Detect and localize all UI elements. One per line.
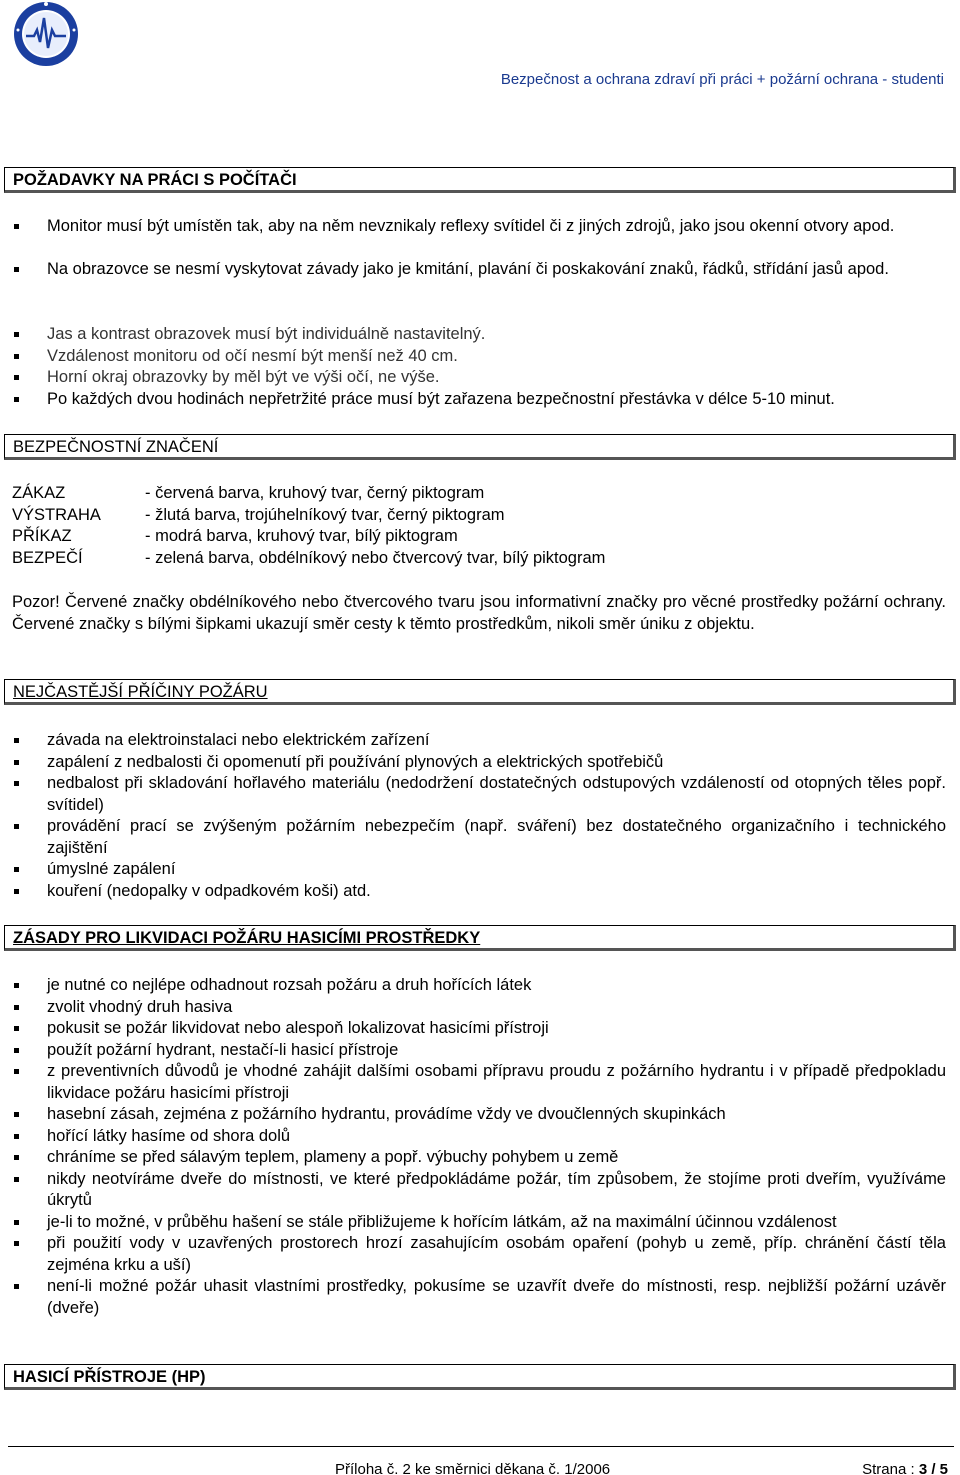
list-item: zvolit vhodný druh hasiva (10, 997, 946, 1019)
square-bullet-icon (14, 1112, 19, 1117)
document-header-title: Bezpečnost a ochrana zdraví při práci + požární ochrana - studenti (500, 71, 944, 88)
list-item: Horní okraj obrazovky by měl být ve výši očí, ne výše. (10, 367, 946, 389)
firefighting-principles-list (10, 975, 946, 1319)
list-item: zapálení z nedbalosti či opomenutí při používání plynových a elektrických spotřebičů (10, 752, 946, 774)
square-bullet-icon (14, 1048, 19, 1053)
footer-attachment: Příloha č. 2 ke směrnici děkana č. 1/2006 (335, 1461, 611, 1475)
section-title-signs: BEZPEČNOSTNÍ ZNAČENÍ (4, 434, 956, 460)
list-item: hasební zásah, zejména z požárního hydrantu, provádíme vždy ve dvoučlenných skupinkách (10, 1104, 946, 1126)
list-item: úmyslné zapálení (10, 859, 946, 881)
section-title-principles: ZÁSADY PRO LIKVIDACI POŽÁRU HASICÍMI PROSTŘEDKY (4, 925, 956, 951)
square-bullet-icon (14, 375, 19, 380)
square-bullet-icon (14, 889, 19, 894)
list-item: pokusit se požár likvidovat nebo alespoň lokalizovat hasicími přístroji (10, 1018, 946, 1040)
square-bullet-icon (14, 1220, 19, 1225)
computer-requirements-list-cont (10, 324, 946, 410)
signs-note: Pozor! Červené značky obdélníkového nebo čtvercového tvaru jsou informativní značky pro věcné prostředky požární ochrany. Červené značky s bílými šipkami ukazují směr cesty k těmto prostředkům, nikoli směr úniku z objektu. (12, 593, 946, 633)
square-bullet-icon (14, 1005, 19, 1010)
footer-page-number: Strana : 3 / 5 (862, 1461, 948, 1475)
list-item: Po každých dvou hodinách nepřetržité práce musí být zařazena bezpečnostní přestávka v délce 5-10 minut. (10, 389, 946, 411)
faculty-seal-logo (8, 0, 88, 72)
list-item: Jas a kontrast obrazovek musí být individuálně nastavitelný. (10, 324, 946, 346)
square-bullet-icon (14, 983, 19, 988)
square-bullet-icon (14, 267, 19, 272)
square-bullet-icon (14, 824, 19, 829)
list-item: Monitor musí být umístěn tak, aby na něm nevznikaly reflexy svítidel či z jiných zdrojů, jako jsou okenní otvory apod. (10, 216, 946, 238)
square-bullet-icon (14, 224, 19, 229)
sign-row: PŘÍKAZ - modrá barva, kruhový tvar, bílý piktogram (12, 527, 458, 545)
square-bullet-icon (14, 397, 19, 402)
list-item: Na obrazovce se nesmí vyskytovat závady jako je kmitání, plavání či poskakování znaků, řádků, střídání jasů apod. (10, 259, 946, 281)
square-bullet-icon (14, 1134, 19, 1139)
list-item: chráníme se před sálavým teplem, plameny a popř. výbuchy pohybem u země (10, 1147, 946, 1169)
sign-row: VÝSTRAHA - žlutá barva, trojúhelníkový tvar, černý piktogram (12, 505, 505, 524)
list-item: je nutné co nejlépe odhadnout rozsah požáru a druh hořících látek (10, 975, 946, 997)
square-bullet-icon (14, 781, 19, 786)
square-bullet-icon (14, 1284, 19, 1289)
list-item: nikdy neotvíráme dveře do místnosti, ve které předpokládáme požár, tím způsobem, že stojíme proti dveřím, využíváme úkrytů (10, 1169, 946, 1212)
section-title-extinguishers: HASICÍ PŘÍSTROJE (HP) (4, 1364, 956, 1390)
computer-requirements-list (10, 216, 946, 281)
list-item: použít požární hydrant, nestačí-li hasicí přístroje (10, 1040, 946, 1062)
list-item: je-li to možné, v průběhu hašení se stále přibližujeme k hořícím látkám, až na maximální účinnou vzdálenost (10, 1212, 946, 1234)
square-bullet-icon (14, 867, 19, 872)
square-bullet-icon (14, 1177, 19, 1182)
square-bullet-icon (14, 1026, 19, 1031)
list-item: Vzdálenost monitoru od očí nesmí být menší než 40 cm. (10, 346, 946, 368)
signs-table (12, 483, 605, 569)
fire-causes-list (10, 730, 946, 902)
square-bullet-icon (14, 738, 19, 743)
square-bullet-icon (14, 760, 19, 765)
list-item: nedbalost při skladování hořlavého materiálu (nedodržení dostatečných odstupových vzdáleností od otopných těles popř. svítidel) (10, 773, 946, 816)
list-item: není-li možné požár uhasit vlastními prostředky, pokusíme se uzavřít dveře do místnosti, resp. nejbližší požární uzávěr (dveře) (10, 1276, 946, 1319)
section-title-causes: NEJČASTĚJŠÍ PŘÍČINY POŽÁRU (4, 679, 956, 705)
list-item: při použití vody v uzavřených prostorech hrozí zasahujícím osobám opaření (pohyb u země, příp. chránění částí těla zejména krku a uší) (10, 1233, 946, 1276)
list-item: z preventivních důvodů je vhodné zahájit dalšími osobami přípravu proudu z požárního hydrantu i v případě předpokladu likvidace požáru hasicími přístroji (10, 1061, 946, 1104)
list-item: závada na elektroinstalaci nebo elektrickém zařízení (10, 730, 946, 752)
square-bullet-icon (14, 354, 19, 359)
square-bullet-icon (14, 1069, 19, 1074)
section-title-computer: POŽADAVKY NA PRÁCI S POČÍTAČI (4, 167, 956, 193)
footer-divider (8, 1446, 954, 1447)
sign-row: BEZPEČÍ - zelená barva, obdélníkový nebo čtvercový tvar, bílý piktogram (12, 548, 606, 567)
square-bullet-icon (14, 1155, 19, 1160)
list-item: provádění prací se zvýšeným požárním nebezpečím (např. sváření) bez dostatečného organizačního i technického zajištění (10, 816, 946, 859)
square-bullet-icon (14, 332, 19, 337)
list-item: hořící látky hasíme od shora dolů (10, 1126, 946, 1148)
list-item: kouření (nedopalky v odpadkovém koši) atd. (10, 881, 946, 903)
sign-row: ZÁKAZ - červená barva, kruhový tvar, černý piktogram (12, 484, 485, 502)
square-bullet-icon (14, 1241, 19, 1246)
